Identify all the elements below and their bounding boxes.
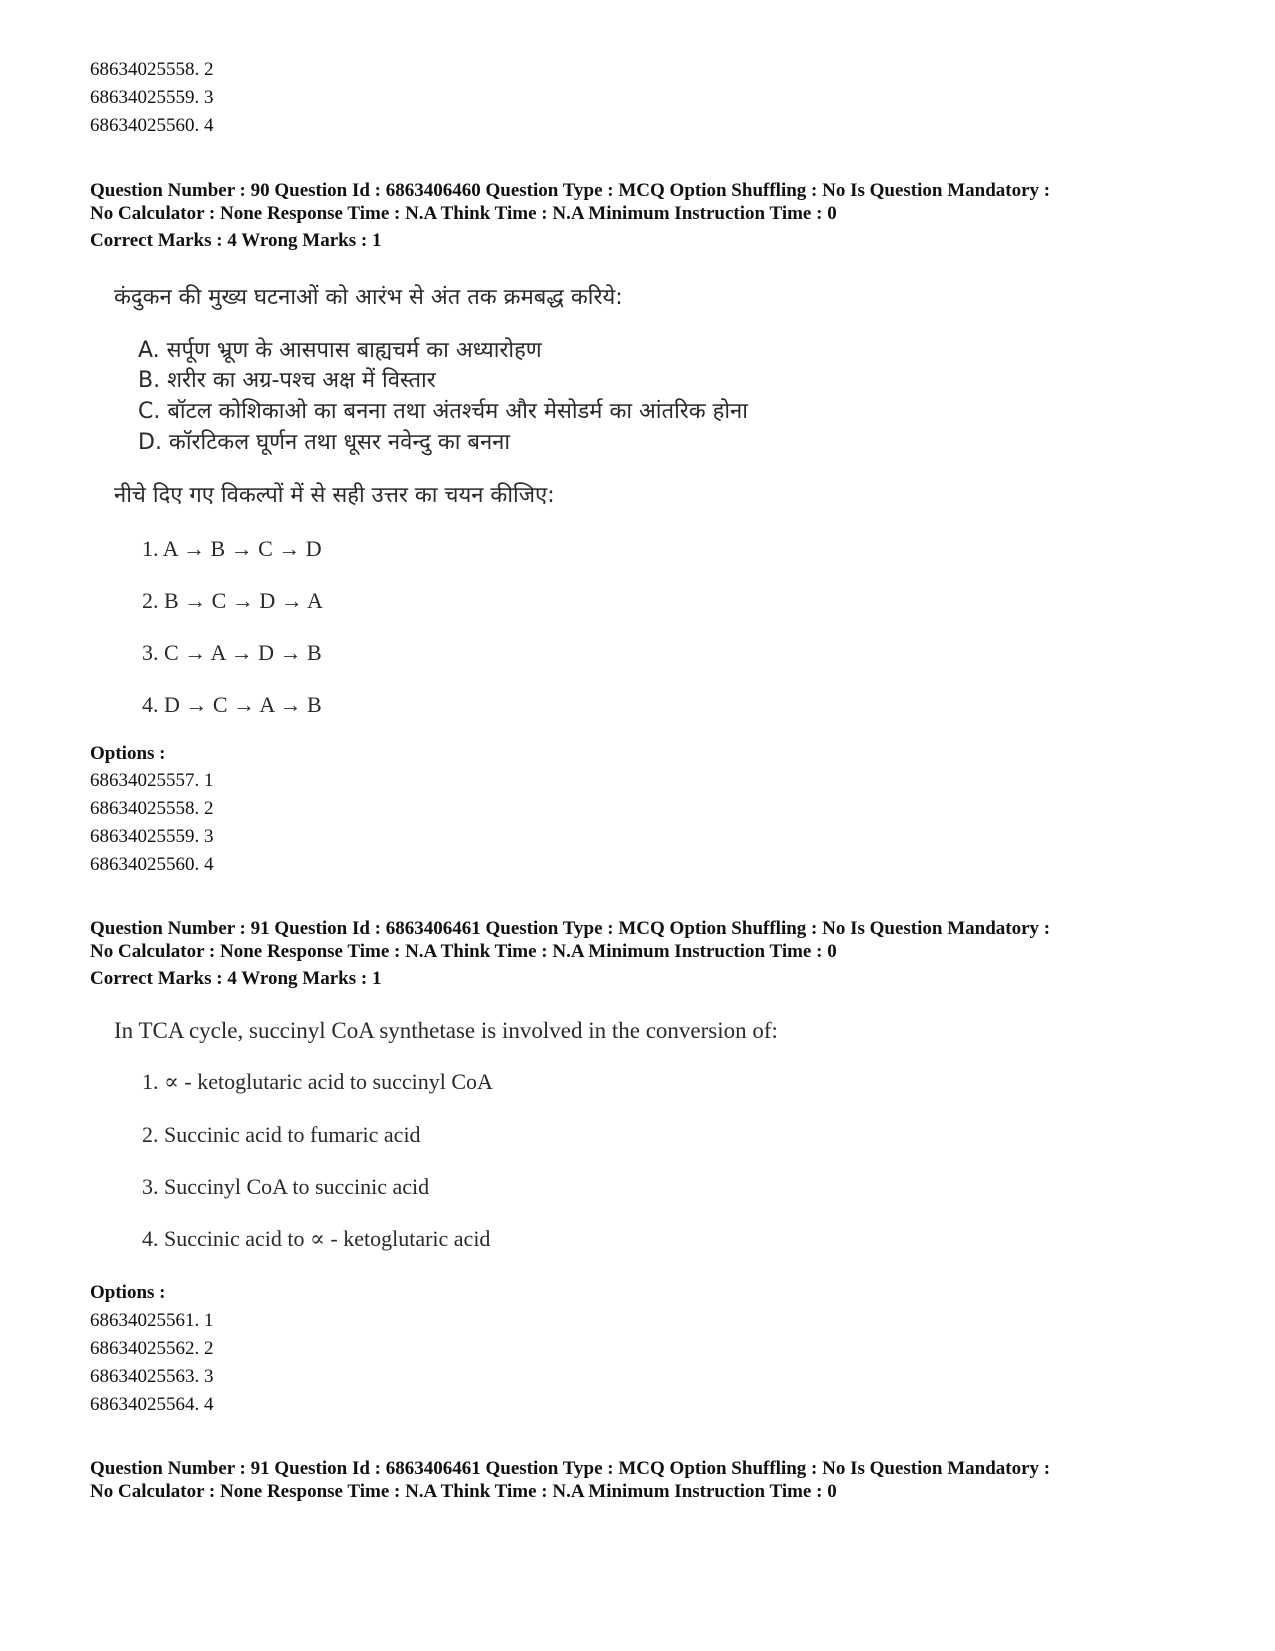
option-item: 68634025559. 3 [90,826,214,847]
question-91-repeat-header-line2: No Calculator : None Response Time : N.A Think Time : N.A Minimum Instruction Time : 0 [90,1481,837,1502]
option-item: 68634025558. 2 [90,59,214,80]
question-90-prompt: कंदुकन की मुख्य घटनाओं को आरंभ से अंत तक क्रमबद्ध करिये: [114,285,623,310]
question-90-header-line2: No Calculator : None Response Time : N.A Think Time : N.A Minimum Instruction Time : 0 [90,203,837,224]
option-item: 68634025563. 3 [90,1366,214,1387]
question-90-marks: Correct Marks : 4 Wrong Marks : 1 [90,230,382,251]
option-item: 68634025561. 1 [90,1310,214,1331]
question-90-choice-4: 4. D → C → A → B [142,692,322,717]
option-item: 68634025560. 4 [90,854,214,875]
option-item: 68634025564. 4 [90,1394,214,1415]
option-item: 68634025559. 3 [90,87,214,108]
question-91-choice-3: 3. Succinyl CoA to succinic acid [142,1174,430,1199]
question-91-choice-1: 1. ∝ - ketoglutaric acid to succinyl CoA [142,1069,493,1094]
question-91-repeat-header-line1: Question Number : 91 Question Id : 6863406461 Question Type : MCQ Option Shuffling : No Is Question Mandatory : [90,1458,1051,1479]
option-item: 68634025560. 4 [90,115,214,136]
question-91-header-line2: No Calculator : None Response Time : N.A Think Time : N.A Minimum Instruction Time : 0 [90,941,837,962]
question-90-statement-b: B. शरीर का अग्र-पश्च अक्ष में विस्तार [138,368,436,393]
question-90-instruction: नीचे दिए गए विकल्पों में से सही उत्तर का चयन कीजिए: [114,483,555,508]
option-item: 68634025557. 1 [90,770,214,791]
option-item: 68634025562. 2 [90,1338,214,1359]
question-91-header-line1: Question Number : 91 Question Id : 6863406461 Question Type : MCQ Option Shuffling : No Is Question Mandatory : [90,918,1051,939]
question-91-choice-2: 2. Succinic acid to fumaric acid [142,1122,421,1147]
question-91-prompt: In TCA cycle, succinyl CoA synthetase is involved in the conversion of: [114,1018,778,1043]
question-90-statement-d: D. कॉरटिकल घूर्णन तथा धूसर नवेन्दु का बनना [138,430,511,455]
question-91-choice-4: 4. Succinic acid to ∝ - ketoglutaric acid [142,1226,491,1251]
question-90-statement-a: A. सर्पूण भ्रूण के आसपास बाह्यचर्म का अध्यारोहण [138,338,542,363]
question-90-header-line1: Question Number : 90 Question Id : 6863406460 Question Type : MCQ Option Shuffling : No Is Question Mandatory : [90,180,1051,201]
question-90-choice-1: 1. A → B → C → D [142,536,322,561]
question-90-choice-2: 2. B → C → D → A [142,588,323,613]
option-item: 68634025558. 2 [90,798,214,819]
question-91-marks: Correct Marks : 4 Wrong Marks : 1 [90,968,382,989]
question-90-choice-3: 3. C → A → D → B [142,640,322,665]
question-90-statement-c: C. बॉटल कोशिकाओ का बनना तथा अंतर्श्चम और मेसोडर्म का आंतरिक होना [138,399,748,424]
question-90-options-label: Options : [90,743,166,764]
question-91-options-label: Options : [90,1282,166,1303]
